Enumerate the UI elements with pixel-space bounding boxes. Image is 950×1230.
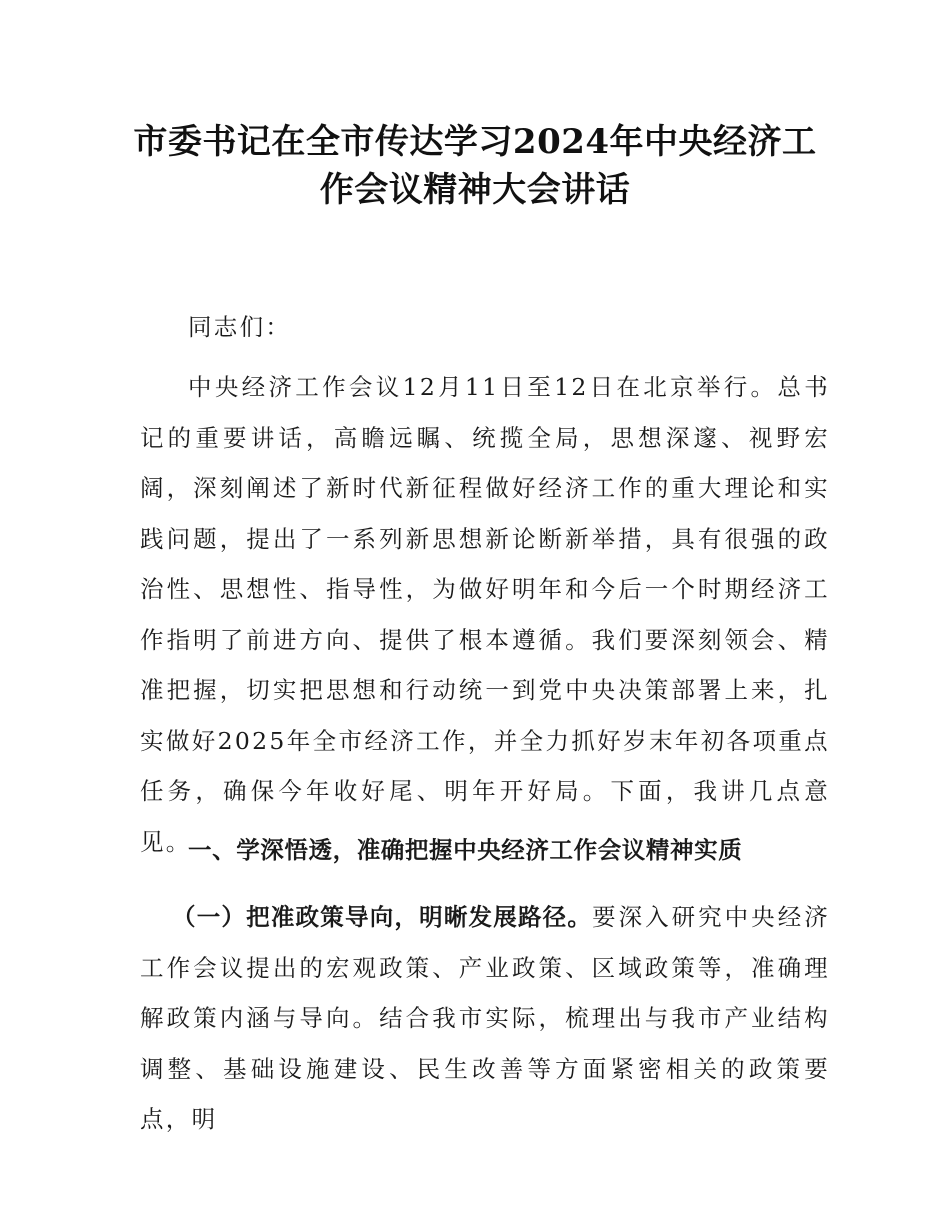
document-title — [120, 118, 830, 214]
subsection-lead: （一）把准政策导向，明晰发展路径。 — [172, 903, 593, 931]
subsection-body: 要深入研究中央经济工作会议提出的宏观政策、产业政策、区域政策等，准确理解政策内涵与导向。结合我市实际，梳理出与我市产业结构调整、基础设施建设、民生改善等方面紧密相关的政策要点，明 — [140, 903, 831, 1133]
paragraph-intro: 中央经济工作会议12月11日至12日在北京举行。总书记的重要讲话，高瞻远瞩、统揽全局，思想深邃、视野宏阔，深刻阐述了新时代新征程做好经济工作的重大理论和实践问题，提出了一系列新思想新论断新举措，具有很强的政治性、思想性、指导性，为做好明年和今后一个时期经济工作指明了前进方向、提供了根本遵循。我们要深刻领会、精准把握，切实把思想和行动统一到党中央决策部署上来，扎实做好2025年全市经济工作，并全力抓好岁末年初各项重点任务，确保今年收好尾、明年开好局。下面，我讲几点意见。 — [140, 373, 830, 856]
salutation: 同志们： — [188, 313, 292, 341]
section-heading-1: 一、学深悟透，准确把握中央经济工作会议精神实质 — [188, 836, 743, 864]
title-line-1: 市委书记在全市传达学习2024年中央经济工 — [133, 122, 817, 162]
paragraph-section-1-1 — [140, 892, 830, 1145]
title-line-2: 作会议精神大会讲话 — [319, 170, 631, 210]
